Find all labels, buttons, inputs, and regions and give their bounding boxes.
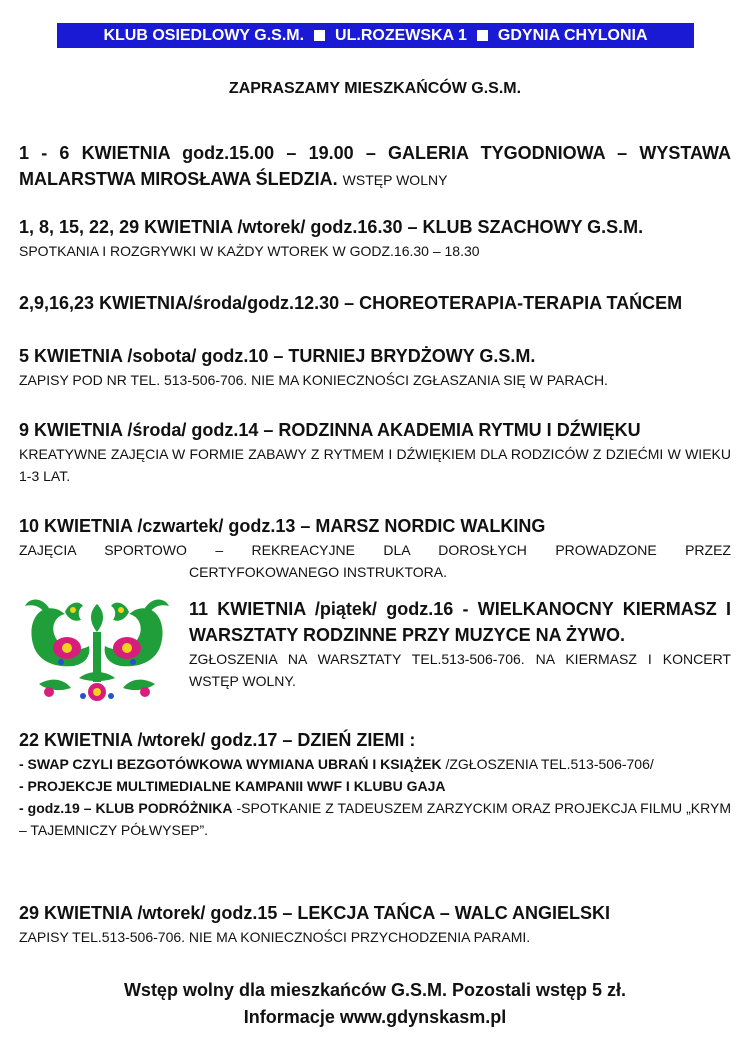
- event-title: 1 - 6 KWIETNIA godz.15.00 – 19.00 – GALERIA TYGODNIOWA – WYSTAWA MALARSTWA MIROSŁAWA ŚLEDZIA. WSTĘP WOLNY: [19, 143, 731, 189]
- event-title: 5 KWIETNIA /sobota/ godz.10 – TURNIEJ BRYDŻOWY G.S.M.: [19, 346, 536, 366]
- event-1: [19, 140, 731, 193]
- event-title: 22 KWIETNIA /wtorek/ godz.17 – DZIEŃ ZIEMI :: [19, 730, 416, 750]
- event-description-cont: CERTYFOKOWANEGO INSTRUKTORA.: [189, 564, 447, 580]
- event-5: [19, 417, 731, 487]
- event-title: 9 KWIETNIA /środa/ godz.14 – RODZINNA AKADEMIA RYTMU I DŹWIĘKU: [19, 420, 641, 440]
- square-bullet-icon: [314, 30, 325, 41]
- event-title: 11 KWIETNIA /piątek/ godz.16 - WIELKANOCNY KIERMASZ I WARSZTATY RODZINNE PRZY MUZYCE NA ŻYWO.: [189, 599, 731, 645]
- event-description: ZAPISY TEL.513-506-706. NIE MA KONIECZNOŚCI PRZYCHODZENIA PARAMI.: [19, 929, 531, 945]
- header-club-name: KLUB OSIEDLOWY G.S.M.: [103, 26, 305, 44]
- event-item-swap: - SWAP CZYLI BEZGOTÓWKOWA WYMIANA UBRAŃ I KSIĄŻEK /ZGŁOSZENIA TEL.513-506-706/: [19, 756, 654, 772]
- event-description: ZAPISY POD NR TEL. 513-506-706. NIE MA KONIECZNOŚCI ZGŁASZANIA SIĘ W PARACH.: [19, 372, 608, 388]
- event-8: [19, 727, 731, 841]
- square-bullet-icon: [477, 30, 488, 41]
- folk-roosters-logo: [19, 592, 175, 704]
- event-description: SPOTKANIA I ROZGRYWKI W KAŻDY WTOREK W GODZ.16.30 – 18.30: [19, 243, 480, 259]
- event-6: [19, 513, 731, 583]
- event-note: WSTĘP WOLNY: [342, 172, 448, 188]
- event-7: [189, 596, 731, 692]
- event-2: [19, 214, 731, 262]
- event-description: ZGŁOSZENIA NA WARSZTATY TEL.513-506-706. NA KIERMASZ I KONCERT WSTĘP WOLNY.: [189, 651, 731, 689]
- footer-info: Informacje www.gdynskasm.pl: [243, 1007, 507, 1027]
- header-address: UL.ROZEWSKA 1: [335, 26, 467, 44]
- invite-heading: ZAPRASZAMY MIESZKAŃCÓW G.S.M.: [228, 80, 522, 97]
- header-city: GDYNIA CHYLONIA: [497, 26, 648, 44]
- event-title: 29 KWIETNIA /wtorek/ godz.15 – LEKCJA TAŃCA – WALC ANGIELSKI: [19, 903, 611, 923]
- event-4: [19, 343, 731, 391]
- event-title: 10 KWIETNIA /czwartek/ godz.13 – MARSZ NORDIC WALKING: [19, 516, 546, 536]
- event-description: KREATYWNE ZAJĘCIA W FORMIE ZABAWY Z RYTMEM I DŹWIĘKIEM DLA RODZICÓW Z DZIEĆMI W WIEKU 1-3 LAT.: [19, 446, 731, 484]
- event-item-travel-club: - godz.19 – KLUB PODRÓŻNIKA -SPOTKANIE Z TADEUSZEM ZARZYCKIM ORAZ PROJEKCJA FILMU „KRYM – TAJEMNICZY PÓŁWYSEP”.: [19, 800, 731, 838]
- event-description: ZAJĘCIA SPORTOWO – REKREACYJNE DLA DOROSŁYCH PROWADZONE PRZEZ: [19, 542, 731, 558]
- event-title: 1, 8, 15, 22, 29 KWIETNIA /wtorek/ godz.16.30 – KLUB SZACHOWY G.S.M.: [19, 217, 644, 237]
- event-3: [19, 290, 731, 316]
- event-9: [19, 900, 731, 948]
- footer-admission: Wstęp wolny dla mieszkańców G.S.M. Pozostali wstęp 5 zł.: [123, 980, 627, 1000]
- header-banner: [57, 23, 694, 48]
- event-title: 2,9,16,23 KWIETNIA/środa/godz.12.30 – CHOREOTERAPIA-TERAPIA TAŃCEM: [19, 293, 683, 313]
- event-item-projections: - PROJEKCJE MULTIMEDIALNE KAMPANII WWF I KLUBU GAJA: [19, 778, 446, 794]
